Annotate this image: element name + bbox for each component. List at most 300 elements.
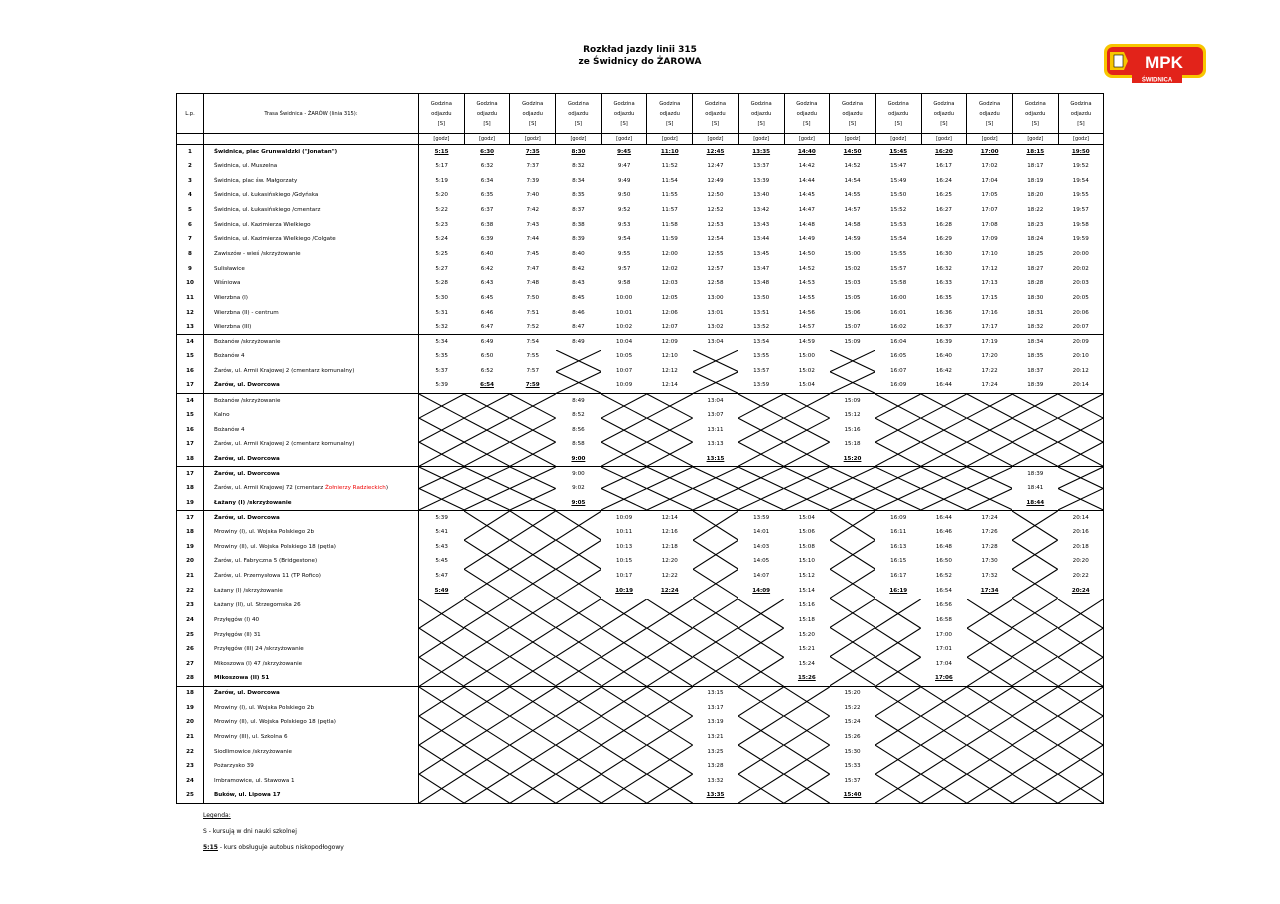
header-col-text: odjazdu: [522, 110, 543, 117]
no-service-cross: [510, 686, 556, 803]
departure-time: 15:20: [830, 452, 876, 467]
departure-time: 15:06: [798, 529, 815, 536]
departure-time: 7:35: [525, 148, 540, 155]
departure-time: 7:52: [510, 320, 556, 335]
header-col-text: [S]: [574, 120, 583, 127]
departure-time: 8:45: [572, 294, 585, 301]
stop-lp: 22: [177, 745, 204, 760]
stop-lp: 6: [177, 218, 204, 233]
departure-time: 10:17: [616, 573, 633, 580]
departure-time: 5:43: [435, 543, 448, 550]
departure-time: 7:40: [526, 192, 539, 199]
table-row: [177, 218, 1104, 233]
stop-name-text: Łażany (II), ul. Strzegomska 26: [214, 602, 301, 609]
departure-time: 5:35: [435, 353, 448, 360]
stop-name-text: Imbramowice, ul. Stawowa 1: [214, 778, 295, 785]
departure-time: 7:54: [526, 339, 539, 346]
departure-time: 15:00: [844, 250, 861, 257]
departure-time: 11:55: [661, 192, 678, 199]
departure-time: 5:41: [435, 529, 448, 536]
departure-time: 16:48: [935, 543, 952, 550]
stop-name: [204, 467, 419, 482]
page-title: [0, 44, 1280, 68]
unit-blank: [204, 134, 419, 145]
departure-time: 12:03: [661, 280, 678, 287]
legend-lowfloor-line: [203, 840, 344, 856]
stop-name: [204, 745, 419, 760]
departure-time: 18:39: [1012, 379, 1058, 394]
stop-name: [204, 262, 419, 277]
stop-name-text: Mrowiny (I), ul. Wojska Polskiego 2b: [214, 704, 315, 711]
stop-name-text: Wierzbna (II) - centrum: [214, 309, 279, 316]
stop-name-text: Mrowiny (III), ul. Szkolna 6: [214, 734, 288, 741]
stop-lp: 17: [177, 379, 204, 394]
table-row: [177, 291, 1104, 306]
stop-name: [204, 291, 419, 306]
departure-time: 19:57: [1058, 203, 1104, 218]
table-row: [177, 379, 1104, 394]
departure-time: 9:05: [556, 496, 602, 511]
departure-time: 14:55: [798, 294, 815, 301]
table-row: [177, 233, 1104, 248]
departure-time: 17:13: [981, 280, 998, 287]
departure-time: 8:32: [572, 163, 585, 170]
timetable: [176, 93, 1104, 804]
departure-time: 10:05: [616, 353, 633, 360]
departure-time: 17:26: [981, 529, 998, 536]
departure-time: 13:21: [707, 734, 724, 741]
departure-time: 18:44: [1012, 496, 1058, 511]
departure-time: 10:01: [616, 309, 633, 316]
stop-name-text: Łażany (I) /skrzyżowanie: [214, 587, 283, 594]
departure-time: 16:46: [935, 529, 952, 536]
unit-label: [godz]: [464, 134, 510, 145]
departure-time: 13:48: [753, 280, 770, 287]
stop-name-tail: ): [385, 485, 389, 492]
departure-time: 14:52: [844, 163, 861, 170]
no-service-cross: [738, 599, 784, 687]
stop-lp: 19: [177, 701, 204, 716]
header-col-text: odjazdu: [842, 110, 863, 117]
departure-time: 10:00: [616, 294, 633, 301]
header-col-text: odjazdu: [1025, 110, 1046, 117]
header-col-text: Godzina: [567, 100, 589, 107]
no-service-cross: [1058, 599, 1104, 687]
no-service-cross: [830, 350, 876, 394]
departure-time: 8:30: [571, 148, 586, 155]
header-col-text: Godzina: [430, 100, 452, 107]
title-line-1: Rozkład jazdy linii 315: [583, 45, 697, 55]
departure-time: 5:19: [435, 177, 448, 184]
departure-time: 18:17: [1027, 163, 1044, 170]
departure-time: 15:58: [890, 280, 907, 287]
departure-time: 7:45: [526, 250, 539, 257]
departure-time: 14:57: [784, 320, 830, 335]
departure-time: 8:40: [572, 250, 585, 257]
header-lp: L.p.: [177, 94, 204, 134]
legend: [203, 808, 344, 856]
departure-time: 15:33: [844, 763, 861, 770]
departure-time: 15:24: [798, 660, 815, 667]
no-service-cross: [601, 467, 647, 511]
departure-time: 12:49: [707, 177, 724, 184]
departure-time: 16:40: [935, 353, 952, 360]
no-service-cross: [967, 467, 1013, 511]
stop-lp: 16: [177, 423, 204, 438]
departure-time: 20:22: [1058, 569, 1104, 584]
departure-time: 17:17: [967, 320, 1013, 335]
stop-name-text: Bożanów /skrzyżowanie: [214, 339, 281, 346]
stop-name: [204, 350, 419, 365]
departure-time: 17:04: [935, 660, 952, 667]
departure-time: 17:09: [981, 236, 998, 243]
unit-label: [godz]: [419, 134, 465, 145]
departure-time: 15:14: [798, 587, 815, 594]
stop-lp: 18: [177, 686, 204, 701]
stop-name: [204, 569, 419, 584]
departure-time: 15:20: [844, 690, 861, 697]
header-col-text: Godzina: [704, 100, 727, 107]
departure-time: 5:27: [435, 265, 448, 272]
departure-time: 16:50: [935, 558, 952, 565]
departure-time: 18:34: [1027, 339, 1044, 346]
departure-time: 10:09: [616, 514, 633, 521]
departure-time: 8:42: [572, 265, 585, 272]
table-row: [177, 189, 1104, 204]
stop-lp: 14: [177, 394, 204, 409]
stop-name-text: Świdnica, plac Grunwaldzki ("Jonatan"): [214, 148, 338, 155]
departure-time: 9:57: [617, 265, 631, 272]
departure-time: 14:42: [798, 163, 815, 170]
header-col: [464, 94, 510, 134]
no-service-cross: [510, 467, 556, 511]
departure-time: 16:39: [935, 339, 952, 346]
departure-time: 6:32: [480, 163, 494, 170]
no-service-cross: [556, 686, 602, 803]
unit-label: [godz]: [647, 134, 693, 145]
departure-time: 13:13: [707, 441, 724, 448]
stop-name: [204, 174, 419, 189]
departure-time: 12:16: [661, 529, 678, 536]
departure-time: 15:09: [844, 339, 861, 346]
table-row: [177, 511, 1104, 526]
departure-time: 18:15: [1026, 148, 1045, 155]
departure-time: 17:30: [981, 558, 998, 565]
stop-lp: 23: [177, 760, 204, 775]
stop-lp: 17: [177, 467, 204, 482]
departure-time: 17:32: [981, 573, 998, 580]
departure-time: 12:53: [707, 221, 724, 228]
header-col: [510, 94, 556, 134]
header-col-text: odjazdu: [750, 110, 772, 117]
departure-time: 20:09: [1058, 335, 1104, 350]
departure-time: 17:19: [981, 339, 998, 346]
header-col-text: Godzina: [613, 100, 635, 107]
no-service-cross: [921, 467, 967, 511]
departure-time: 10:09: [601, 379, 647, 394]
departure-time: 16:17: [890, 573, 907, 580]
departure-time: 15:16: [844, 426, 861, 433]
departure-time: 20:10: [1058, 350, 1104, 365]
stop-lp: 18: [177, 452, 204, 467]
departure-time: 11:52: [661, 163, 678, 170]
stop-name: [204, 657, 419, 672]
no-service-cross: [784, 686, 830, 803]
departure-time: 17:07: [981, 207, 998, 214]
header-col-text: Godzina: [887, 100, 909, 107]
departure-time: 14:58: [844, 221, 861, 228]
departure-time: 19:58: [1058, 218, 1104, 233]
table-row: [177, 320, 1104, 335]
departure-time: 9:50: [617, 192, 631, 199]
header-col-text: Godzina: [1070, 100, 1092, 107]
departure-time: 13:15: [707, 690, 724, 697]
stop-name-text: Sulisławice: [214, 265, 245, 272]
departure-time: 19:59: [1058, 233, 1104, 248]
departure-time: 15:06: [844, 309, 861, 316]
header-col-text: [S]: [985, 120, 994, 127]
stop-lp: 25: [177, 789, 204, 804]
table-row: [177, 394, 1104, 409]
departure-time: 11:58: [661, 221, 678, 228]
departure-time: 15:49: [890, 177, 907, 184]
departure-time: 5:49: [434, 587, 449, 594]
stop-name-text: Przyłęgów (I) 40: [214, 616, 260, 623]
departure-time: 13:07: [707, 412, 724, 418]
mpk-logo: [1104, 44, 1206, 84]
unit-label: [godz]: [784, 134, 830, 145]
departure-time: 16:17: [935, 163, 952, 170]
stop-name-text: Bożanów /skrzyżowanie: [214, 397, 281, 404]
no-service-cross: [556, 511, 602, 687]
table-row: [177, 306, 1104, 321]
departure-time: 16:28: [935, 221, 952, 228]
header-col-text: [S]: [711, 120, 720, 127]
departure-time: 8:34: [572, 177, 585, 184]
table-row: [177, 599, 1104, 614]
departure-time: 14:59: [844, 236, 861, 243]
departure-time: 14:45: [798, 192, 815, 199]
stop-lp: 11: [177, 291, 204, 306]
no-service-cross: [967, 686, 1013, 803]
table-row: [177, 350, 1104, 365]
departure-time: 14:57: [844, 207, 861, 214]
departure-time: 14:48: [798, 221, 815, 228]
departure-time: 15:04: [784, 379, 830, 394]
departure-time: 17:06: [921, 672, 967, 687]
no-service-cross: [1012, 511, 1058, 687]
departure-time: 15:18: [844, 441, 861, 448]
departure-time: 15:54: [890, 236, 907, 243]
header-col-text: odjazdu: [933, 110, 955, 117]
departure-time: 13:45: [753, 250, 770, 257]
departure-time: 20:02: [1058, 262, 1104, 277]
departure-time: 16:36: [935, 309, 952, 316]
departure-time: 12:47: [707, 163, 724, 170]
header-col-text: odjazdu: [705, 110, 726, 117]
unit-label: [godz]: [967, 134, 1013, 145]
no-service-cross: [875, 394, 921, 467]
stop-name-text: Mikoszowa (II) 51: [214, 675, 270, 682]
stop-name: [204, 408, 419, 423]
departure-time: 20:05: [1058, 291, 1104, 306]
departure-time: 13:43: [753, 221, 770, 228]
departure-time: 12:50: [707, 192, 724, 199]
no-service-cross: [601, 686, 647, 803]
departure-time: 16:44: [921, 379, 967, 394]
departure-time: 15:55: [890, 250, 907, 257]
departure-time: 15:21: [798, 646, 815, 653]
header-col-text: odjazdu: [476, 110, 498, 117]
stop-name: [204, 613, 419, 628]
departure-time: 12:45: [706, 148, 725, 155]
departure-time: 12:05: [661, 294, 678, 301]
header-col-text: [S]: [483, 120, 491, 127]
departure-time: 13:44: [753, 236, 770, 243]
header-col: [556, 94, 602, 134]
departure-time: 16:56: [935, 602, 952, 609]
departure-time: 15:12: [798, 573, 815, 580]
departure-time: 7:42: [526, 207, 539, 214]
stop-name-text: Świdnica, ul. Muszelna: [214, 163, 278, 170]
departure-time: 10:11: [616, 529, 633, 536]
header-col-text: [S]: [529, 120, 537, 127]
unit-label: [godz]: [738, 134, 784, 145]
stop-lp: 26: [177, 642, 204, 657]
departure-time: 5:45: [435, 558, 448, 565]
no-service-cross: [693, 467, 739, 511]
stop-name-text: Żarów, ul. Fabryczna 5 (Bridgestone): [214, 558, 318, 565]
stop-name: [204, 306, 419, 321]
departure-time: 14:52: [798, 265, 815, 272]
no-service-cross: [693, 511, 739, 687]
header-col: [1012, 94, 1058, 134]
departure-time: 7:39: [526, 177, 539, 184]
departure-time: 16:35: [935, 294, 952, 301]
no-service-cross: [510, 511, 556, 687]
departure-time: 13:59: [753, 514, 770, 521]
departure-time: 14:05: [753, 558, 770, 565]
departure-time: 9:45: [617, 148, 632, 155]
departure-time: 18:28: [1027, 280, 1044, 287]
departure-time: 5:23: [435, 221, 448, 228]
departure-time: 8:38: [572, 221, 585, 228]
departure-time: 15:40: [830, 789, 876, 804]
departure-time: 16:20: [935, 148, 953, 155]
departure-time: 13:39: [753, 177, 770, 184]
departure-time: 16:42: [935, 368, 952, 375]
stop-name: [204, 774, 419, 789]
departure-time: 18:24: [1027, 236, 1044, 243]
departure-time: 16:00: [890, 294, 907, 301]
no-service-cross: [419, 467, 465, 511]
stop-name: [204, 672, 419, 687]
departure-time: 9:58: [617, 280, 631, 287]
departure-time: 9:00: [572, 470, 585, 477]
departure-time: 15:45: [889, 148, 908, 155]
unit-label: [godz]: [556, 134, 602, 145]
stop-name-text: Świdnica, ul. Kazimierza Wielkiego: [214, 221, 311, 228]
unit-label: [godz]: [601, 134, 647, 145]
no-service-cross: [647, 394, 693, 467]
legend-s-line: S - kursują w dni nauki szkolnej: [203, 828, 297, 835]
header-col-text: odjazdu: [1070, 110, 1092, 117]
departure-time: 16:01: [890, 309, 907, 316]
header-col-text: odjazdu: [796, 110, 818, 117]
departure-time: 8:43: [572, 280, 585, 287]
header-col: [875, 94, 921, 134]
table-row: [177, 525, 1104, 540]
stop-name-text: Żarów, ul. Dworcowa: [214, 470, 280, 477]
stop-name: [204, 599, 419, 614]
stop-name: [204, 203, 419, 218]
departure-time: 13:37: [753, 163, 770, 170]
stop-lp: 24: [177, 613, 204, 628]
departure-time: 15:47: [890, 163, 907, 170]
departure-time: 12:58: [707, 280, 724, 287]
departure-time: 18:27: [1027, 265, 1044, 272]
stop-name-text: Bożanów 4: [214, 353, 245, 360]
unit-label: [godz]: [1058, 134, 1104, 145]
stop-name-text: Kalno: [214, 412, 230, 418]
departure-time: 12:00: [661, 250, 678, 257]
departure-time: 5:17: [435, 163, 448, 170]
stop-name: [204, 145, 419, 160]
stop-lp: 8: [177, 247, 204, 262]
stop-lp: 25: [177, 628, 204, 643]
no-service-cross: [464, 394, 510, 467]
departure-time: 8:56: [572, 426, 585, 433]
stop-name: [204, 525, 419, 540]
departure-time: 20:06: [1058, 306, 1104, 321]
departure-time: 6:40: [480, 250, 494, 257]
header-col-text: [S]: [803, 120, 811, 127]
departure-time: 17:34: [980, 587, 999, 594]
departure-time: 6:39: [480, 236, 494, 243]
departure-time: 16:25: [935, 192, 952, 199]
stop-name: [204, 437, 419, 452]
table-row: [177, 203, 1104, 218]
header-col: [784, 94, 830, 134]
departure-time: 5:32: [419, 320, 465, 335]
stop-lp: 16: [177, 364, 204, 379]
departure-time: 7:47: [526, 265, 539, 272]
departure-time: 6:35: [480, 192, 494, 199]
departure-time: 15:07: [830, 320, 876, 335]
departure-time: 5:25: [435, 250, 448, 257]
stop-lp: 3: [177, 174, 204, 189]
stop-name-text: Świdnica, ul. Łukasińskiego /Gdyńska: [214, 192, 319, 199]
header-col: [1058, 94, 1104, 134]
departure-time: 12:18: [661, 543, 678, 550]
no-service-cross: [921, 394, 967, 467]
departure-time: 6:37: [480, 207, 494, 214]
departure-time: 15:04: [798, 514, 815, 521]
stop-lp: 19: [177, 540, 204, 555]
table-row: [177, 276, 1104, 291]
stop-name-text: Żarów, ul. Armii Krajowej 72 (cmentarz: [214, 485, 325, 492]
departure-time: 12:54: [707, 236, 724, 243]
table-row: [177, 364, 1104, 379]
stop-name: [204, 584, 419, 599]
stop-name: [204, 394, 419, 409]
departure-time: 15:03: [844, 280, 861, 287]
header-col-text: [S]: [437, 120, 446, 127]
stop-name: [204, 481, 419, 496]
departure-time: 16:32: [935, 265, 952, 272]
no-service-cross: [647, 686, 693, 803]
departure-time: 14:53: [798, 280, 815, 287]
